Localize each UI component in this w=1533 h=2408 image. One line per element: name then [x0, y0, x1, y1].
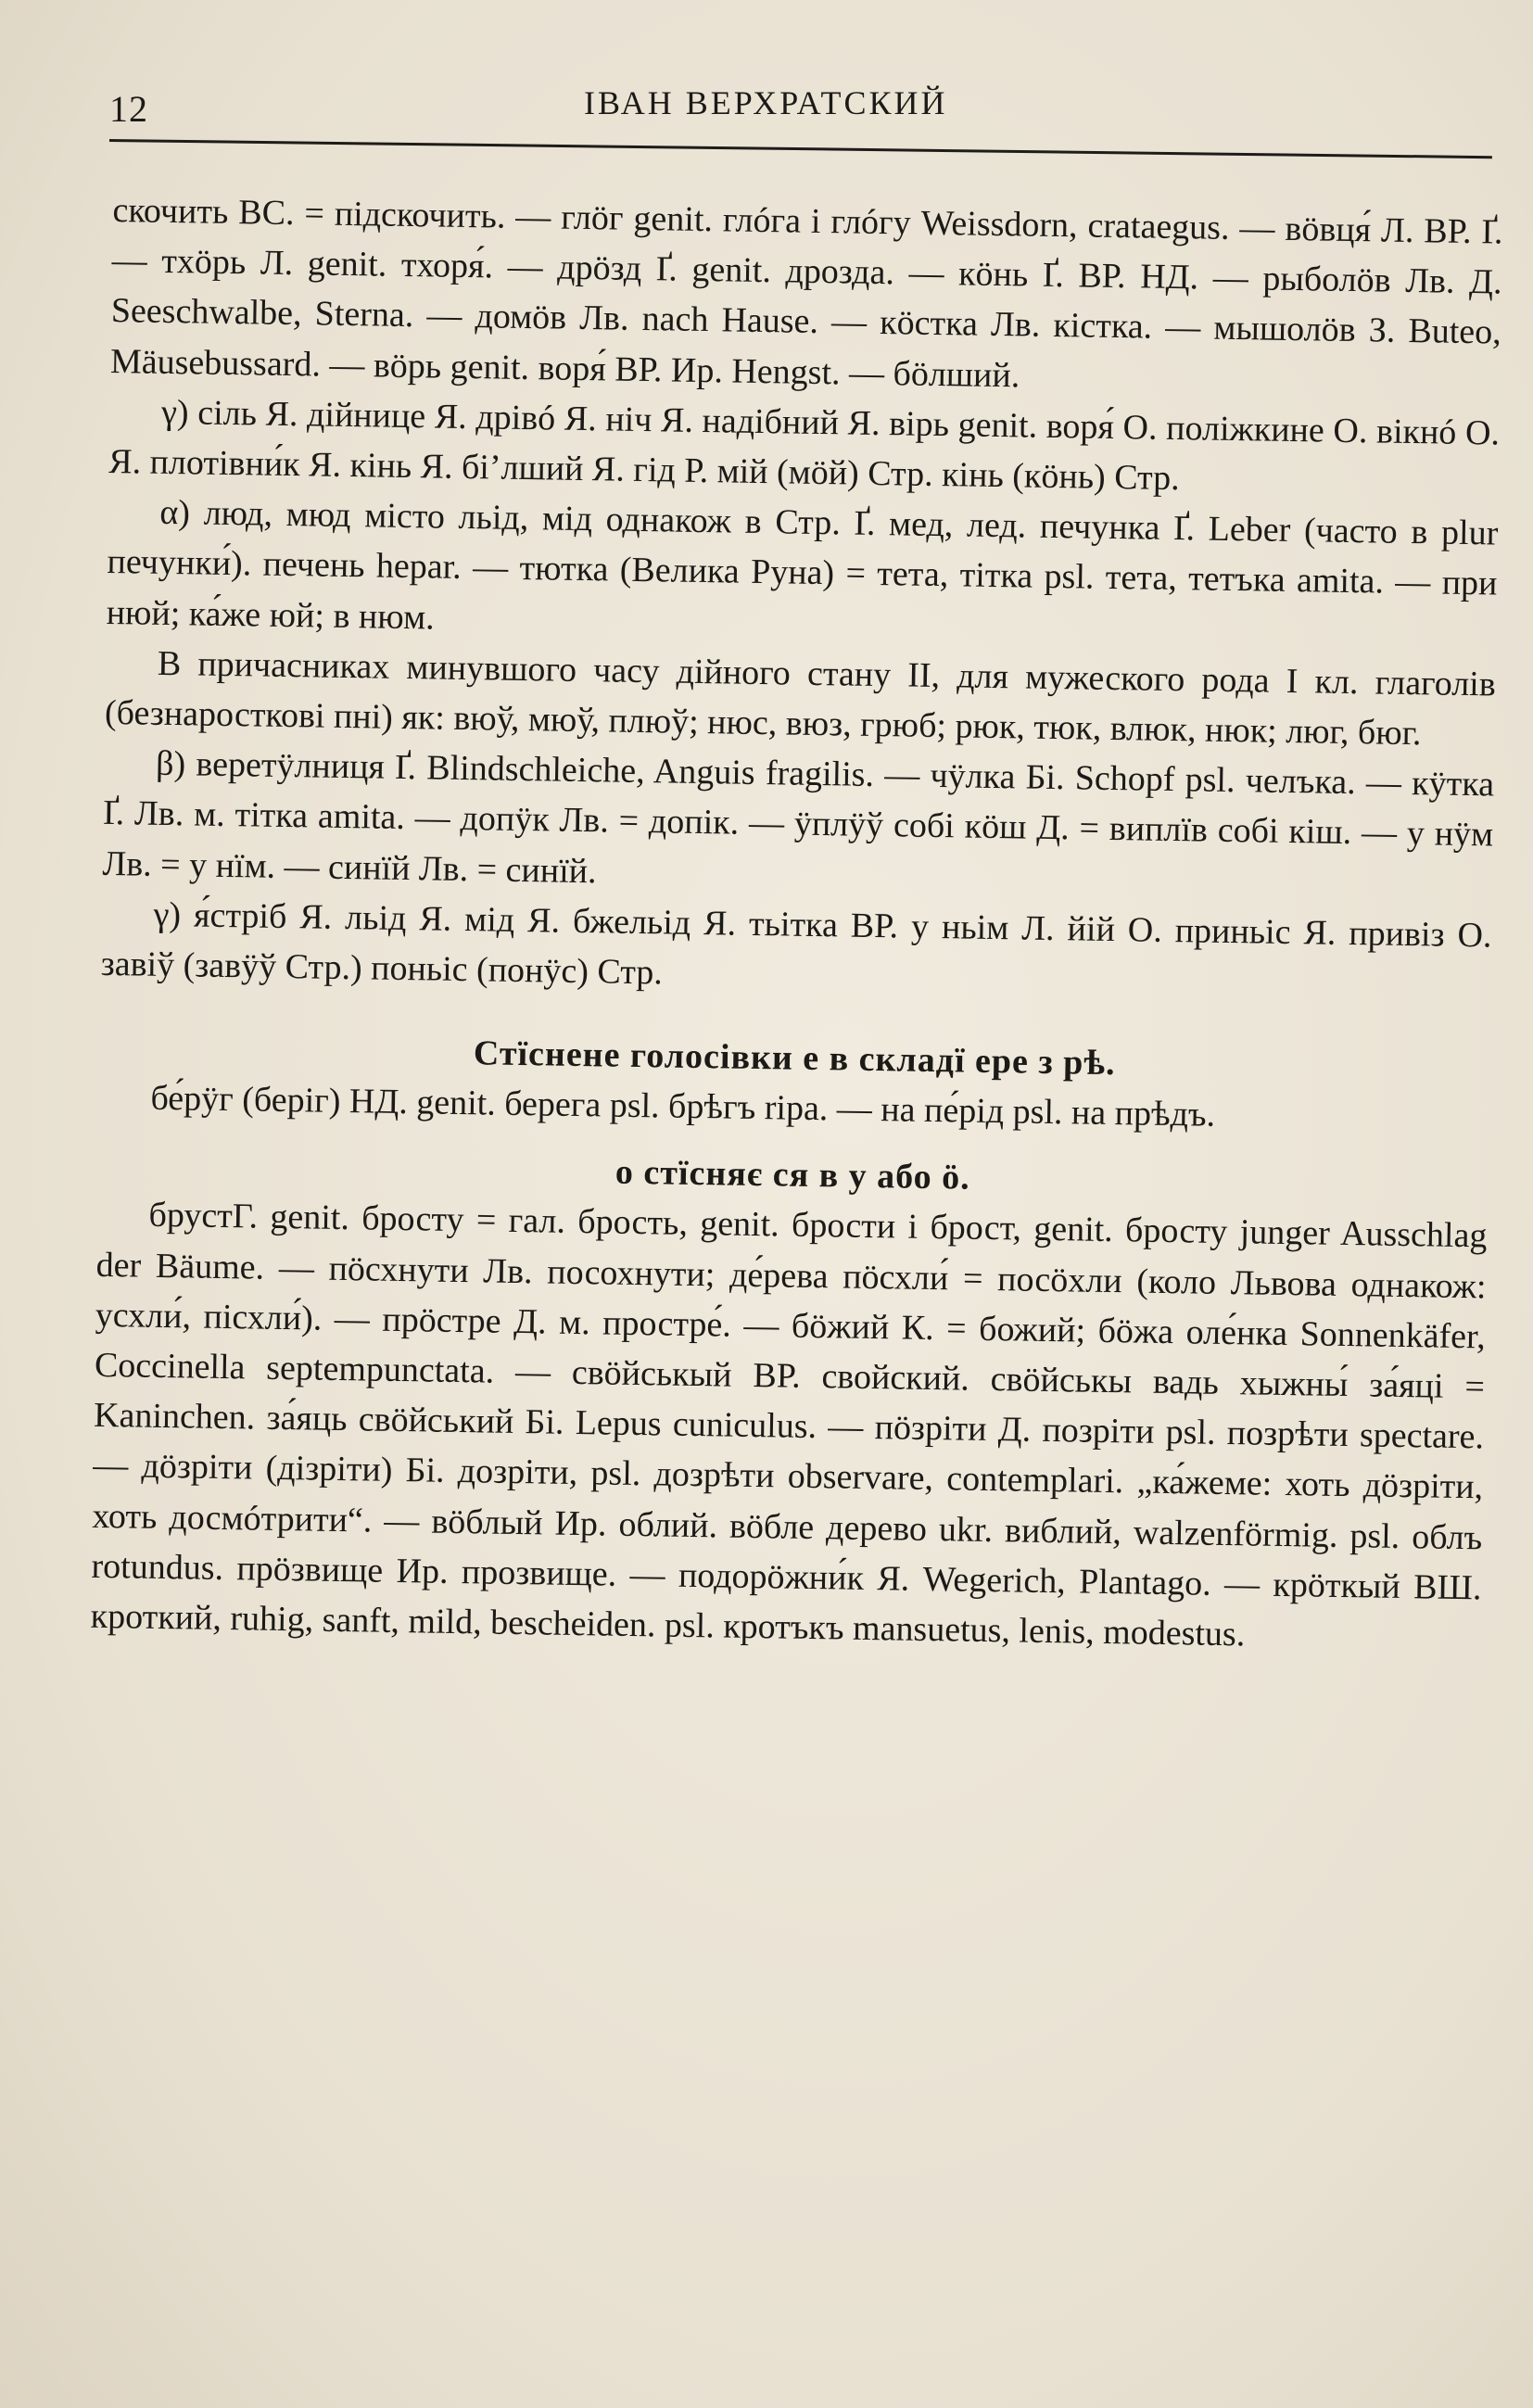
paragraph: В причасниках минувшого часу дійного стану II, для мужеского рода I кл. глаголів (безнаросткові пні) як: вюў, мюў, плюў; нюс, вюз, грюб; рюк, тюк, влюк, нюк; люг, бюг. [104, 643, 1497, 754]
paragraph: β) веретӱлниця Ґ. Blindschleiche, Anguis fragilis. — чӱлка Бі. Schopf psl. челъка. — кӱтка Ґ. Лв. м. тітка amita. — допӱк Лв. = допік. — ӱплӱў собі кӧш Д. = виплїв собі кіш. — у нӱм Лв. = у нїм. — синїй Лв. = синїй. [102, 744, 1495, 891]
paragraph: γ) сіль Я. дійнице Я. дрівó Я. ніч Я. надібний Я. вірь genit. воря́ О. поліжкине О. вікнó О. Я. плотівни́к Я. кінь Я. біʼлший Я. гід Р. мій (мӧй) Стр. кінь (кӧнь) Стр. [108, 392, 1501, 499]
paragraph: γ) я́стріб Я. льід Я. мід Я. бжельід Я. тьітка ВР. у ньім Л. йій О. приньіс Я. привіз О. завіў (завӱў Стр.) поньіс (понӱс) Стр. [100, 894, 1492, 993]
running-head [109, 82, 1490, 143]
paragraph: брустГ. genit. бросту = гал. брость, genit. брости і брост, genit. бросту junger Ausschlag der Bäume. — пӧсхнути Лв. посохнути; де́рева пӧсхли́ = посӧхли (коло Львова однакож: усхли́, пісхли́). — прӧстре Д. м. простре́. — бӧжий К. = божий; бӧжа оле́нка Sonnenkäfer, Coccinella septempunctata. — свӧйськый ВР. свойский. свӧйськы вадь хыжны́ за́яці = Kaninchen. за́яць свӧйський Бі. Lepus cuniculus. — пӧзріти Д. позріти psl. позрѣти spectare. — дӧзріти (дізріти) Бі. дозріти, psl. дозрѣти observare, contemplari. „ка́жеме: хоть дӧзріти, хоть досмóтрити“. — вӧблый Ир. облий. вӧбле дерево ukr. виблий, walzenförmig. psl. облъ rotundus. прӧзвище Ир. прозвище. — подорӧжни́к Я. Wegerich, Plantago. — крӧткый ВШ. кроткий, ruhig, sanft, mild, bescheiden. psl. кротъкъ mansuetus, lenis, modestus. [90, 1196, 1488, 1654]
paragraph: α) люд, мюд місто льід, мід однакож в Стр. Ґ. мед, лед. печунка Ґ. Leber (часто в plur печунки́). печень hepar. — тютка (Велика Руна) = тета, тітка psl. тета, тетъка amita. — при нюй; ка́же юй; в нюм. [106, 493, 1499, 638]
paragraph: скочить ВС. = підскочить. — глӧг genit. глóга і глóгу Weissdorn, crataegus. — вӧвця́ Л. ВР. Ґ. — тхӧрь Л. genit. тхоря́. — дрӧзд Ґ. genit. дрозда. — кӧнь Ґ. ВР. НД. — рыболӧв Лв. Д. Seeschwalbe, Sterna. — домӧв Лв. nach Hause. — кӧстка Лв. кістка. — мышолӧв З. Buteo, Mäusebussard. — вӧрь genit. воря́ ВР. Ир. Hengst. — бӧлший. [109, 190, 1503, 395]
body-text [90, 185, 1502, 1664]
section-heading: о стїсняє ся в у або ӧ. [614, 1153, 971, 1198]
running-title: ІВАН ВЕРХРАТСКИЙ [584, 84, 948, 121]
page-number: 12 [109, 88, 148, 130]
paragraph: бе́рӱг (беріг) НД. genit. берега psl. брѣгъ ripa. — на пе́рід psl. на прѣдъ. [150, 1079, 1216, 1135]
section-heading: Стїснене голосівки е в складї ере з рѣ. [473, 1033, 1116, 1084]
